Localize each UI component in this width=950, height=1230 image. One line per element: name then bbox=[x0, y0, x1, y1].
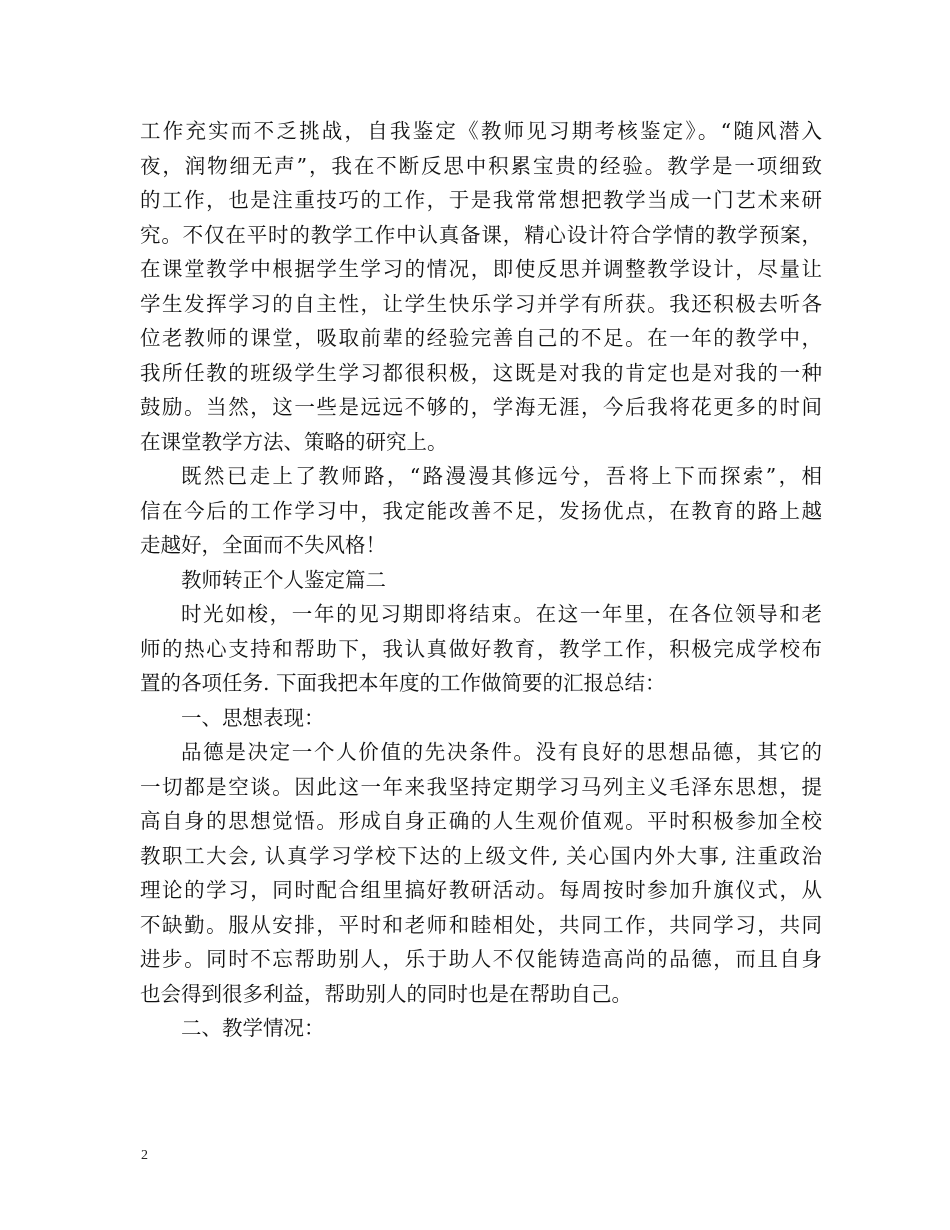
text-line: 鼓励。当然，这一些是远远不够的，学海无涯，今后我将花更多的时间 bbox=[140, 395, 822, 419]
text-line: 信在今后的工作学习中，我定能改善不足，发扬优点，在教育的路上越 bbox=[140, 498, 822, 523]
text-line: 进步。同时不忘帮助别人，乐于助人不仅能铸造高尚的品德，而且自身 bbox=[140, 947, 822, 971]
text-line: 我所任教的班级学生学习都很积极，这既是对我的肯定也是对我的一种 bbox=[140, 360, 822, 385]
text-line: 工作充实而不乏挑战，自我鉴定《教师见习期考核鉴定》。“随风潜入 bbox=[140, 119, 822, 143]
text-line: 学生发挥学习的自主性，让学生快乐学习并学有所获。我还积极去听各 bbox=[140, 291, 822, 316]
text-line: 既然已走上了教师路，“路漫漫其修远兮，吾将上下而探索”，相 bbox=[181, 464, 822, 488]
text-line: 理论的学习，同时配合组里搞好教研活动。每周按时参加升旗仪式，从 bbox=[140, 878, 822, 902]
text-line: 一、思想表现： bbox=[181, 705, 325, 730]
text-line: 在课堂教学中根据学生学习的情况，即使反思并调整教学设计，尽量让 bbox=[140, 257, 822, 281]
document-body bbox=[140, 114, 822, 1046]
text-line: 置的各项任务. 下面我把本年度的工作做简要的汇报总结： bbox=[140, 671, 666, 695]
paragraph bbox=[140, 114, 822, 459]
text-line: 品德是决定一个人价值的先决条件。没有良好的思想品德，其它的 bbox=[181, 740, 822, 764]
text-line: 位老教师的课堂，吸取前辈的经验完善自己的不足。在一年的教学中， bbox=[140, 326, 822, 350]
text-line: 走越好，全面而不失风格！ bbox=[140, 533, 386, 557]
paragraph bbox=[140, 1011, 822, 1046]
text-line: 究。不仅在平时的教学工作中认真备课，精心设计符合学情的教学预案， bbox=[140, 222, 822, 247]
page-number: 2 bbox=[141, 1148, 148, 1163]
text-line: 高自身的思想觉悟。形成自身正确的人生观价值观。平时积极参加全校 bbox=[140, 809, 822, 833]
text-line: 教职工大会, 认真学习学校下达的上级文件, 关心国内外大事, 注重政治 bbox=[140, 843, 822, 868]
text-line: 夜，润物细无声”，我在不断反思中积累宝贵的经验。教学是一项细致 bbox=[140, 153, 822, 178]
paragraph bbox=[140, 563, 822, 598]
paragraph bbox=[140, 597, 822, 701]
text-line: 的工作，也是注重技巧的工作，于是我常常想把教学当成一门艺术来研 bbox=[140, 188, 822, 212]
text-line: 时光如梭，一年的见习期即将结束。在这一年里，在各位领导和老 bbox=[181, 602, 822, 626]
paragraph bbox=[140, 735, 822, 1011]
text-line: 二、教学情况： bbox=[181, 1016, 325, 1040]
paragraph bbox=[140, 459, 822, 563]
text-line: 在课堂教学方法、策略的研究上。 bbox=[140, 429, 448, 454]
text-line: 不缺勤。服从安排，平时和老师和睦相处，共同工作，共同学习，共同 bbox=[140, 912, 822, 937]
text-line: 教师转正个人鉴定篇二 bbox=[181, 567, 386, 592]
paragraph bbox=[140, 701, 822, 736]
text-line: 也会得到很多利益，帮助别人的同时也是在帮助自己。 bbox=[140, 981, 632, 1006]
text-line: 师的热心支持和帮助下，我认真做好教育，教学工作，积极完成学校布 bbox=[140, 636, 822, 661]
text-line: 一切都是空谈。因此这一年来我坚持定期学习马列主义毛泽东思想，提 bbox=[140, 774, 822, 799]
